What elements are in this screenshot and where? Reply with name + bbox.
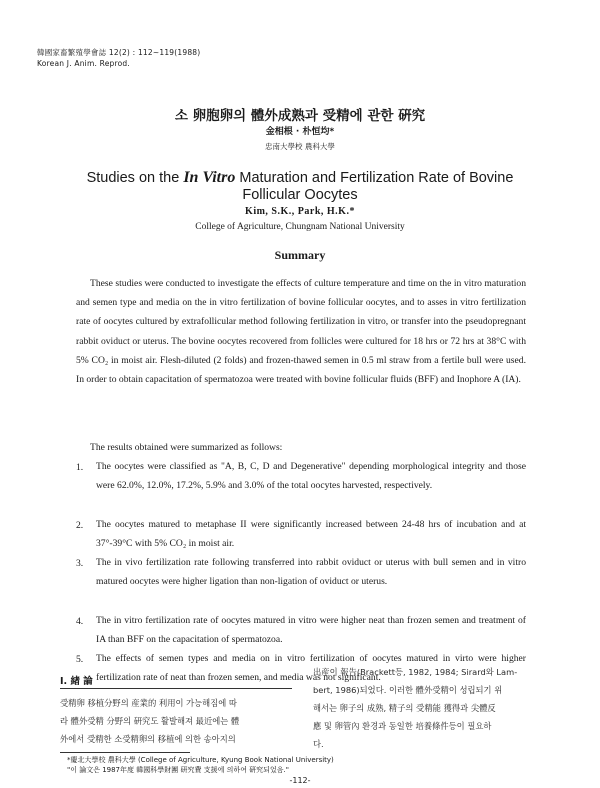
intro-left-line: 受精卵 移植分野의 産業的 利用이 가능해짐에 따 <box>60 698 237 708</box>
section-heading: Ⅰ. 緖 論 <box>60 676 93 687</box>
section-rule <box>60 688 292 689</box>
journal-citation: 韓國家畜繁殖學會誌 12(2) : 112~119(1988) <box>37 48 201 57</box>
title-english-line2: Follicular Oocytes <box>242 187 358 203</box>
journal-name-en: Korean J. Anim. Reprod. <box>37 59 130 68</box>
affiliation-english: College of Agriculture, Chungnam National University <box>195 222 405 232</box>
footnote: *慶北大學校 農科大學 (College of Agriculture, Kyung Book National University) <box>67 756 334 764</box>
item-number: 5. <box>76 654 84 665</box>
page-number: -112- <box>289 776 311 785</box>
title-english-italic: In Vitro <box>183 169 236 186</box>
item-number: 2. <box>76 520 84 531</box>
affiliation-korean: 忠南大學校 農科大學 <box>265 142 335 151</box>
title-korean: 소 卵胞卵의 體外成熟과 受精에 관한 硏究 <box>174 108 426 124</box>
summary-heading: Summary <box>274 248 326 262</box>
intro-right-line: bert, 1986)되었다. 이러한 體外受精이 성립되기 위 <box>313 685 503 695</box>
intro-right-line: 出産이 報告(Brackett등, 1982, 1984; Sirard와 Lam- <box>313 667 518 677</box>
title-english-part1: Studies on the <box>86 170 184 186</box>
item-number: 3. <box>76 558 84 569</box>
authors-korean: 金相根 · 朴恒均* <box>265 127 335 137</box>
summary-paragraph: These studies were conducted to investigate the effects of culture temperature and time on the in vitro maturation and semen type and media on the in vitro fertilization of bovine follicular oocytes, and to asses in vitro fertilization rate of oocytes cultured by extrafollicular method following fertilization in vitro, or transfer into the pseudopregnant rabbit oviduct or uterus. The bovine oocytes recovered from follicles were cultured for 18 hrs or 72 hrs at 38°C with 5% CO₂ in moist air. Flesh-diluted (2 folds) and frozen-thawed semen in 0.5 ml straw from a fertile bull were used. In order to obtain capacitation of spermatozoa were treated with bovine follicular fluids (BFF) and Inophore A (IA). <box>76 278 526 386</box>
summary-item: The in vivo fertilization rate following transferred into rabbit oviduct or uterus with bull semen and in vitro matured oocytes were higher ligation than non-ligation of oviduct or uterus. <box>96 557 526 588</box>
intro-right-line: 해서는 卵子의 成熟, 精子의 受精能 獲得과 尖體反 <box>313 703 496 713</box>
summary-item: The oocytes matured to metaphase II were significantly increased between 24-48 hrs of incubation and at 37°-39°C with 5% CO₂ in moist air. <box>96 519 526 550</box>
item-number: 4. <box>76 616 84 627</box>
summary-item: The in vitro fertilization rate of oocytes matured in vitro were higher neat than frozen semen and treatment of IA than BFF on the capacitation of spermatozoa. <box>96 615 526 646</box>
intro-right-line: 應 및 卵管內 환경과 동일한 培養條件등이 필요하 <box>313 721 492 731</box>
authors-english: Kim, S.K., Park, H.K.* <box>245 206 355 217</box>
intro-right-line: 다. <box>313 739 324 749</box>
summary-intro: The results obtained were summarized as follows: <box>90 442 283 453</box>
summary-item: The effects of semen types and media on in vitro fertilization of oocytes matured in virto were higher fertilization rate of neat than frozen semen, and media was not significant. <box>96 653 526 684</box>
intro-left-line: 라 體外受精 分野의 硏究도 활발해져 最近에는 體 <box>60 716 240 726</box>
summary-item: The oocytes were classified as "A, B, C, D and Degenerative" depending morphological integrity and those were 62.0%, 12.0%, 17.2%, 5.9% and 3.0% of the total oocytes harvested, respectively. <box>96 461 526 492</box>
title-english-part2: Maturation and Fertilization Rate of Bovine <box>235 170 514 186</box>
footnote: "이 論文은 1987年度 韓國科學財團 硏究費 支援에 의하여 硏究되었음." <box>67 766 289 774</box>
title-english <box>0 169 600 187</box>
intro-left-line: 外에서 受精한 소受精卵의 移植에 의한 송아지의 <box>60 734 236 744</box>
item-number: 1. <box>76 462 84 473</box>
footnote-rule <box>60 752 190 753</box>
